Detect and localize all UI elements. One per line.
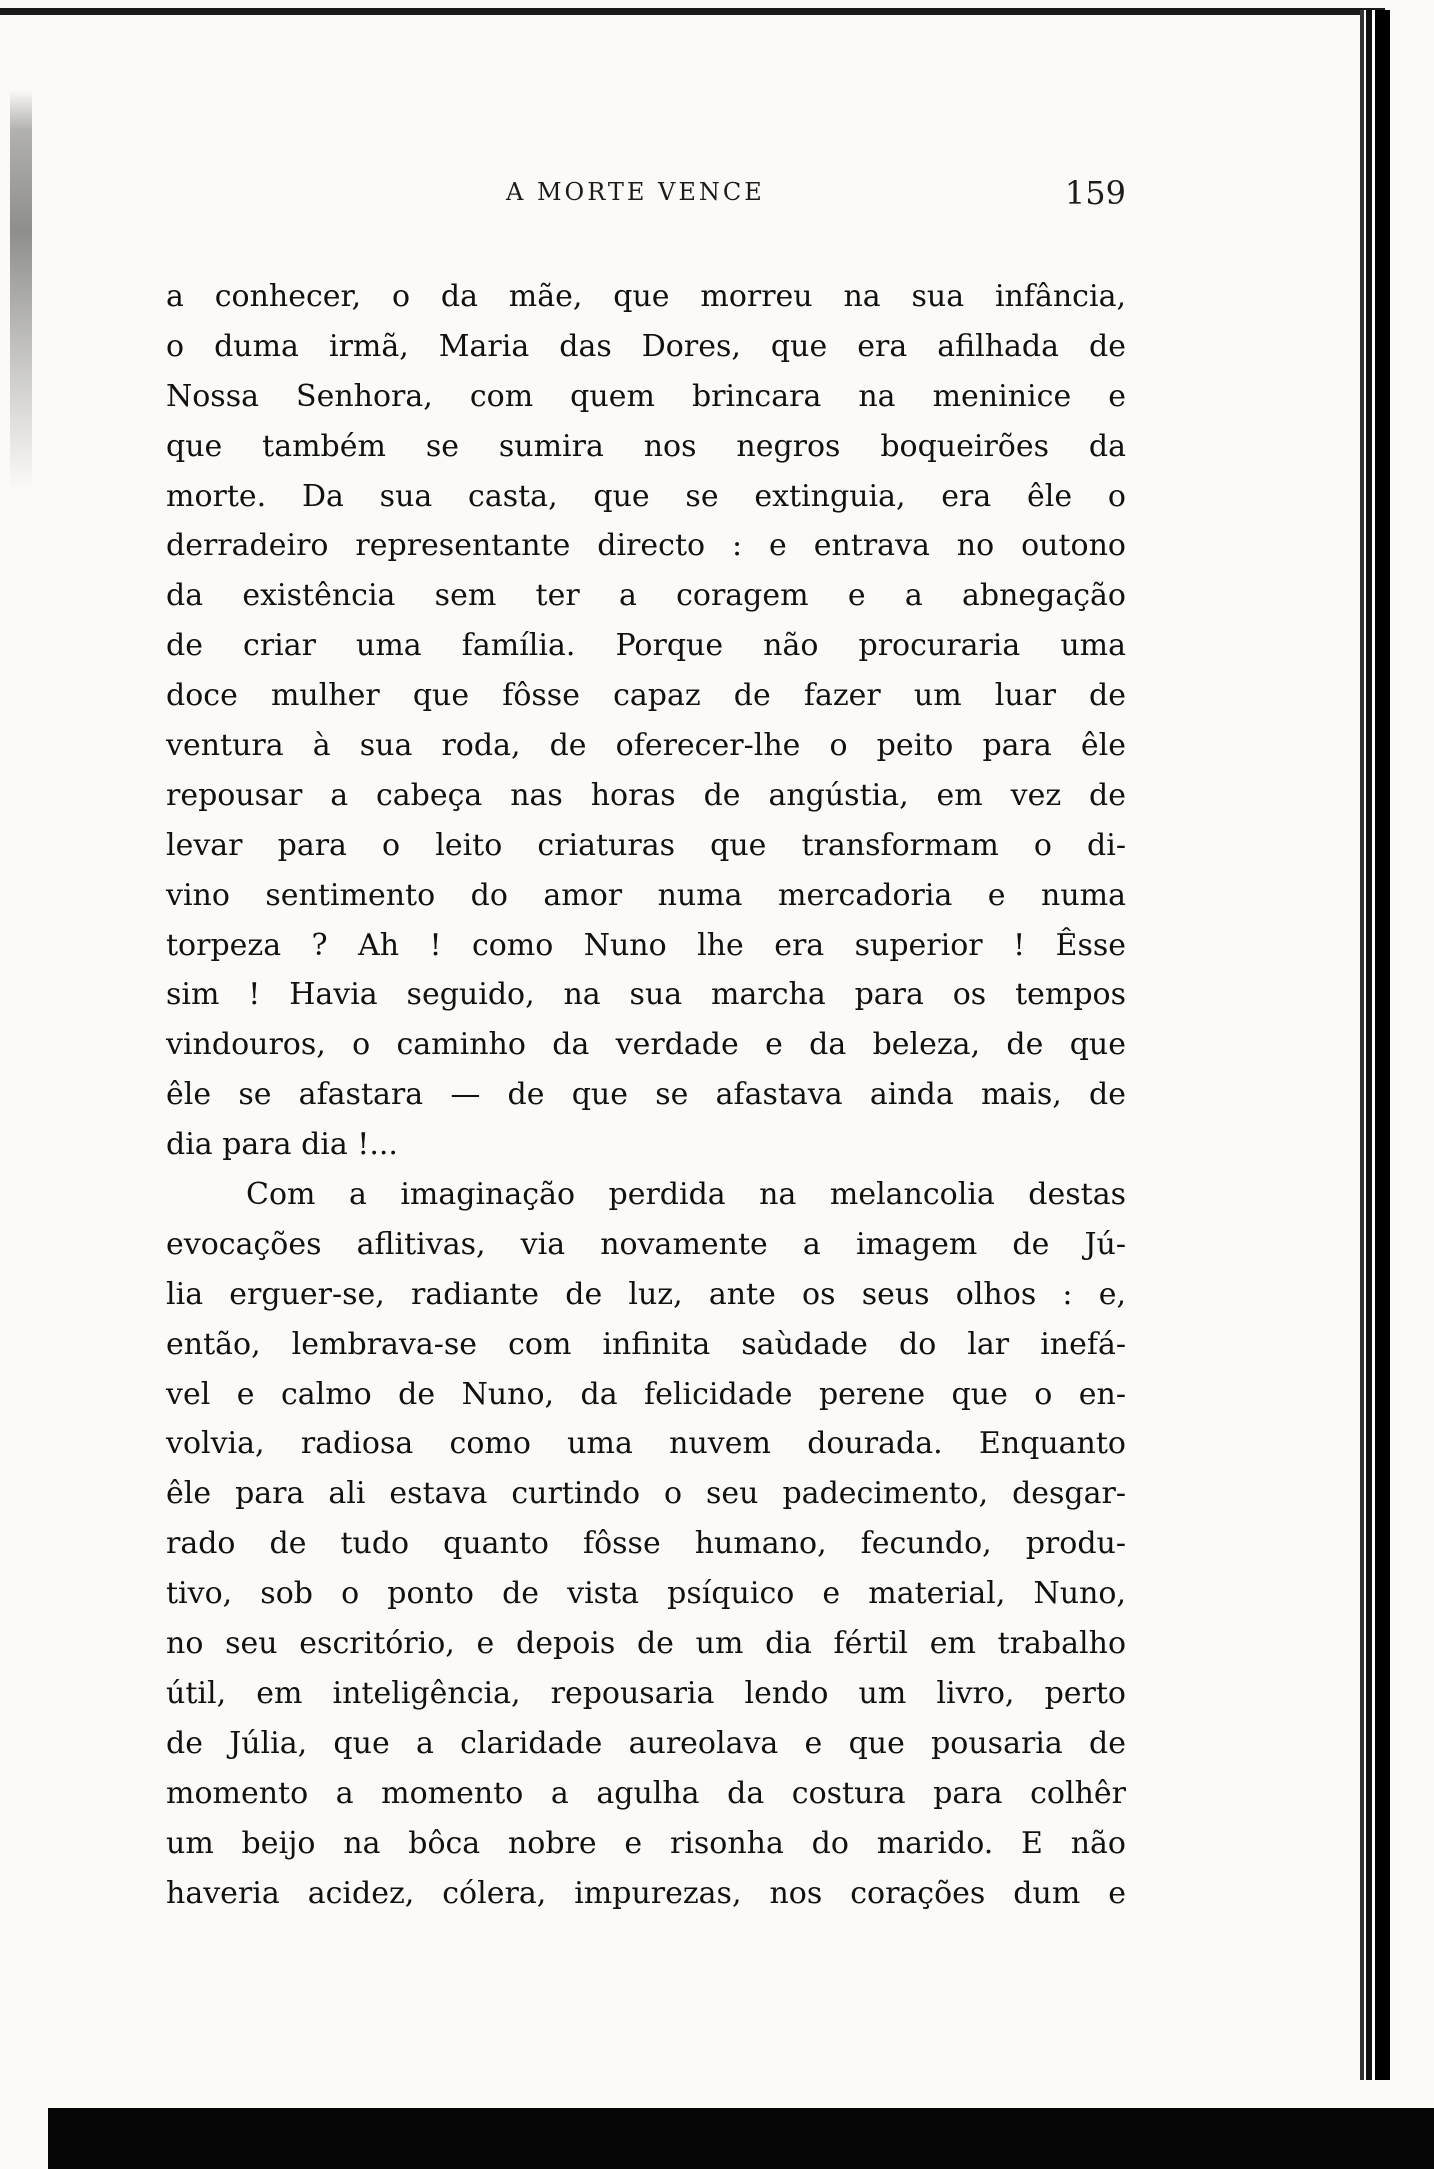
text-line: morte. Da sua casta, que se extinguia, era êle o: [166, 478, 1126, 514]
text-line: de Júlia, que a claridade aureolava e que pousaria de: [166, 1725, 1126, 1761]
text-line: dia para dia !...: [166, 1127, 398, 1163]
text-line: levar para o leito criaturas que transformam o di-: [166, 827, 1126, 863]
body-text: [166, 272, 1126, 1918]
text-line: a conhecer, o da mãe, que morreu na sua infância,: [166, 279, 1126, 314]
top-scan-border: [0, 8, 1385, 15]
text-line: sim ! Havia seguido, na sua marcha para os tempos: [166, 977, 1126, 1013]
text-line: ventura à sua roda, de oferecer-lhe o peito para êle: [166, 728, 1126, 764]
text-line: torpeza ? Ah ! como Nuno lhe era superior ! Êsse: [166, 927, 1126, 963]
text-line: tivo, sob o ponto de vista psíquico e material, Nuno,: [166, 1576, 1126, 1612]
text-line: rado de tudo quanto fôsse humano, fecundo, produ-: [166, 1526, 1126, 1562]
text-line: volvia, radiosa como uma nuvem dourada. Enquanto: [166, 1426, 1126, 1462]
text-line: derradeiro representante directo : e entrava no outono: [166, 528, 1126, 564]
text-line: um beijo na bôca nobre e risonha do marido. E não: [166, 1825, 1126, 1861]
text-line: doce mulher que fôsse capaz de fazer um luar de: [166, 678, 1126, 714]
text-line: Com a imaginação perdida na melancolia destas: [246, 1177, 1126, 1213]
bottom-scan-border: [48, 2108, 1434, 2169]
text-line: Nossa Senhora, com quem brincara na meninice e: [166, 378, 1126, 414]
running-title: A MORTE VENCE: [506, 178, 765, 206]
text-line: de criar uma família. Porque não procuraria uma: [166, 628, 1126, 664]
page-number: 159: [1064, 174, 1126, 212]
text-line: útil, em inteligência, repousaria lendo um livro, perto: [166, 1675, 1126, 1711]
text-line: evocações aflitivas, via novamente a imagem de Jú-: [166, 1226, 1126, 1262]
text-line: então, lembrava-se com infinita saùdade do lar inefá-: [166, 1326, 1126, 1362]
text-line: êle se afastara — de que se afastava ainda mais, de: [166, 1077, 1126, 1113]
text-line: êle para ali estava curtindo o seu padecimento, desgar-: [166, 1476, 1126, 1512]
running-head: [166, 174, 1126, 218]
text-line: repousar a cabeça nas horas de angústia, em vez de: [166, 777, 1126, 813]
text-line: vel e calmo de Nuno, da felicidade perene que o en-: [166, 1376, 1126, 1412]
scan-edge-shadow: [10, 90, 32, 490]
text-line: da existência sem ter a coragem e a abnegação: [166, 578, 1126, 614]
text-line: o duma irmã, Maria das Dores, que era afilhada de: [166, 328, 1126, 364]
text-line: haveria acidez, cólera, impurezas, nos corações dum e: [166, 1875, 1126, 1911]
text-line: lia erguer-se, radiante de luz, ante os seus olhos : e,: [166, 1276, 1126, 1312]
right-scan-border: [1360, 10, 1390, 2080]
text-line: momento a momento a agulha da costura para colhêr: [166, 1775, 1126, 1811]
text-line: vindouros, o caminho da verdade e da beleza, de que: [166, 1027, 1126, 1063]
text-line: no seu escritório, e depois de um dia fértil em trabalho: [166, 1626, 1126, 1662]
text-line: vino sentimento do amor numa mercadoria e numa: [166, 877, 1126, 913]
text-line: que também se sumira nos negros boqueirões da: [166, 428, 1126, 464]
